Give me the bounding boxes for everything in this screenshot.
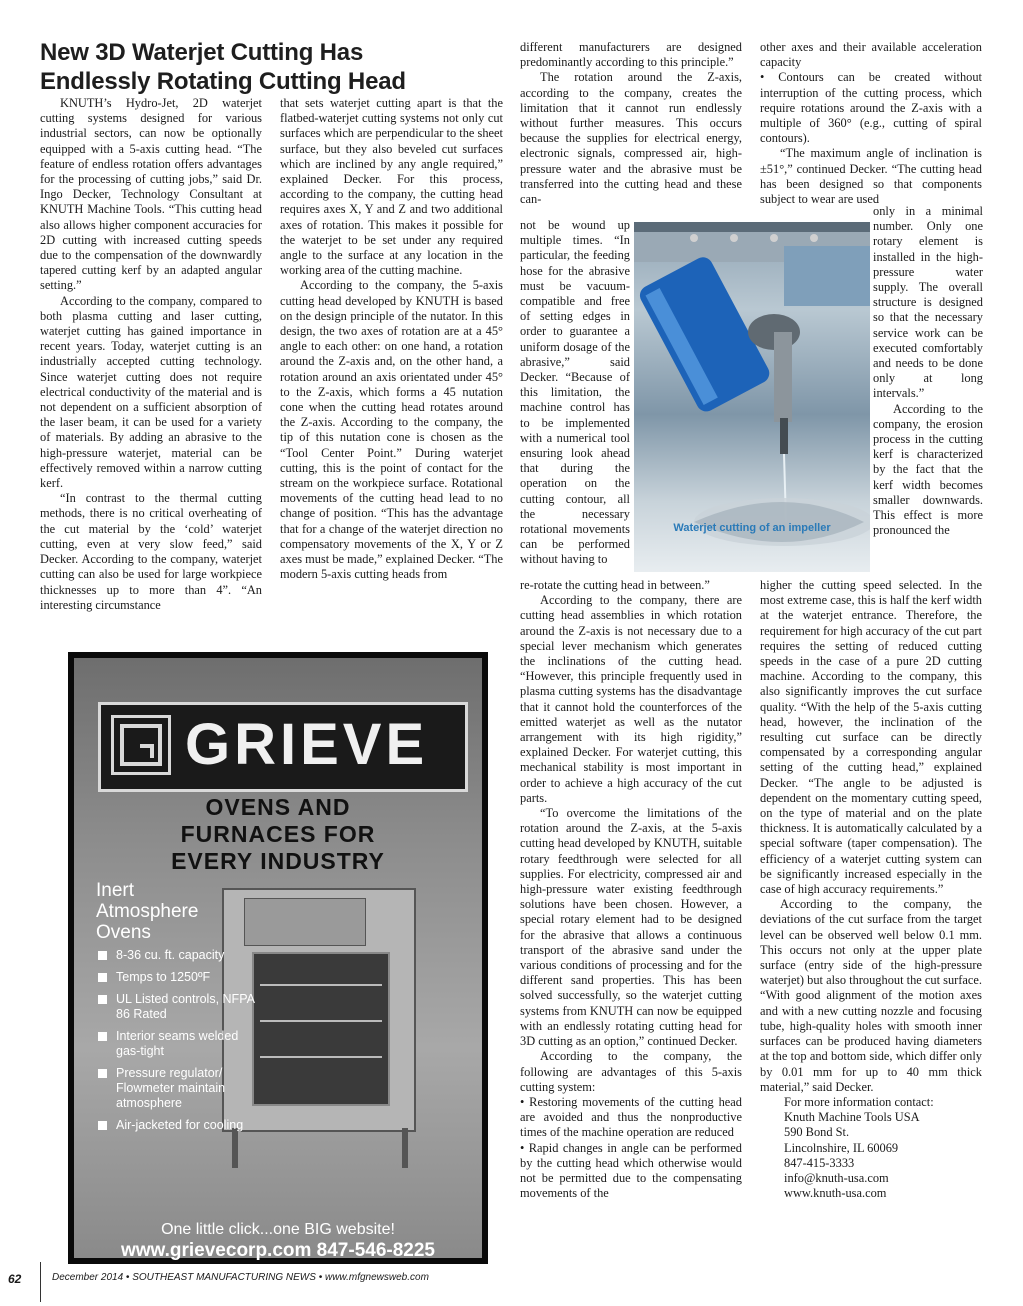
contact-line: 847-415-3333 [784, 1155, 855, 1170]
subhead-line: Inert [96, 880, 135, 901]
contact-line: Lincolnshire, IL 60069 [784, 1140, 899, 1155]
feature-item: 8-36 cu. ft. capacity [96, 948, 256, 963]
feature-item: Temps to 1250ºF [96, 970, 256, 985]
bullet-item: • Contours can be created without interruption of the cutting process, which require rotations around the Z-axis with a multiple of 360° (e.g., cutting of spiral contours). [760, 70, 982, 146]
paragraph: According to the company, the erosion process in the cutting kerf is characterized by the fact that the kerf width becomes smaller downwards. This effect is more pronounced the [873, 401, 983, 538]
paragraph: According to the company, compared to both plasma cutting and laser cutting, waterjet cutting has gained importance in recent years. Today, waterjet cutting is an industrially accepted cutting technology. Since waterjet cutting does not require electrical conductivity of the material and is not dependent on a sufficient absorption of the laser beam, it can be used for a variety of materials. By adding an abrasive to the high-pressure waterjet, material can be effectively removed within a narrow cutting kerf. [40, 293, 262, 491]
feature-item: Air-jacketed for cooling [96, 1118, 256, 1133]
column-4-wrap [873, 204, 983, 538]
paragraph: The rotation around the Z-axis, according to the company, creates the limitation that it cannot run endlessly without further measures. This occurs because the supplies for electrical energy, electronic signals, compressed air, high-pressure water and the abrasive must be transferred into the cutting head and these can- [520, 70, 742, 207]
paragraph: According to the company, the following are advantages of this 5-axis cutting system: [520, 1049, 742, 1094]
ad-subhead [96, 880, 198, 943]
waterjet-machine-illustration [634, 222, 870, 572]
ad-headline [74, 794, 482, 875]
contact-line: 590 Bond St. [784, 1125, 850, 1140]
paragraph: not be wound up multiple times. “In particular, the feeding hose for the abrasive must be vacuum-compatible and free of setting edges in order to guarantee a uniform dosage of the abrasive,” said Decker. “Because of this limitation, the machine control has to be implemented with a numerical tool ensuring look ahead that during the operation on the cutting contour, all the necessary rotational movements can be performed without having to [520, 218, 630, 567]
paragraph: According to the company, there are cutting head assemblies in which rotation around the Z-axis is not necessary due to a special lever mechanism which generates the inclinations of the cutting head. “However, this principle frequently used in plasma cutting systems has the disadvantage that it cannot hold the counterforces of the emitted waterjet as well as the nutator arrangement with its high rigidity,” explained Decker. For waterjet cutting, this mechanical stability is most important in order to achieve a high accuracy of the cut parts. [520, 593, 742, 805]
oven-control-panel [244, 898, 366, 946]
paragraph: other axes and their available acceleration capacity [760, 40, 982, 70]
bullet-item: • Restoring movements of the cutting head are avoided and thus the nonproductive times of the machine operation are reduced [520, 1094, 742, 1140]
grieve-logo-box [98, 702, 468, 792]
paragraph: re-rotate the cutting head in between.” [520, 578, 710, 592]
headline-line: FURNACES FOR [180, 821, 376, 847]
paragraph: According to the company, the 5-axis cutting head developed by KNUTH is based on the design principle of the nutator. In this design, the two axes of rotation are at a 45° angle to each other: on one hand, a rotation around the Z-axis and, on the other hand, a rotation around an axis orientated under 45° to the Z-axis, which forms a 45 nutation cone when the cutting head rotates around the Z-axis. According to the company, the tip of this nutation cone is chosen as the “Tool Center Point.” During waterjet cutting, this is the point of contact for the stream on the workpiece surface. Rotational movements of the cutting head lead to no change of position. “This has the advantage that for a change of the waterjet direction no compensatory movements of the X, Y or Z axes must be made,” explained Decker. “The modern 5-axis cutting heads from [280, 278, 503, 582]
headline-line: EVERY INDUSTRY [171, 848, 385, 874]
waterjet-photo [634, 222, 870, 572]
contact-line: Knuth Machine Tools USA [784, 1110, 920, 1125]
photo-caption: Waterjet cutting of an impeller [673, 522, 831, 534]
g-symbol-icon [114, 718, 168, 772]
contact-website: www.knuth-usa.com [784, 1186, 887, 1201]
feature-item: Interior seams welded gas-tight [96, 1029, 256, 1059]
paragraph: “To overcome the limitations of the rotation around the Z-axis, at the 5-axis cutting head developed by KNUTH, suitable rotary feedthrough were selected for all supplies. For electricity, compressed air and high-pressure water existing feedthrough solutions have been chosen. However, a special rotary element had to be designed for the abrasive that allows a continuous transport of the abrasive sand under the various conditions of processing and for the different sand properties. This has been solved successfully, so the waterjet cutting systems from KNUTH can now be equipped with an endlessly rotating cutting head for 3D cutting as an option,” continued Decker. [520, 806, 742, 1049]
footer-divider [40, 1262, 41, 1302]
paragraph: “The maximum angle of inclination is ±51°,” continued Decker. “The cutting head has been designed so that components subject to wear are used [760, 146, 982, 207]
contact-email: info@knuth-usa.com [784, 1170, 889, 1185]
subhead-line: Atmosphere [96, 901, 199, 922]
subhead-line: Ovens [96, 922, 151, 943]
bullet-item: • Rapid changes in angle can be performed by the cutting head which otherwise would not be permitted due to the compensating movements of the [520, 1140, 742, 1201]
column-1 [40, 96, 262, 613]
column-3-wrap [520, 218, 630, 568]
grieve-g-logo-icon [111, 715, 171, 775]
brand-name: GRIEVE [185, 712, 429, 777]
paragraph: only in a minimal number. Only one rotary element is installed in the high-pressure water supply. The overall structure is designed so that the necessary service work can be executed comfortably and needs to be done only at long intervals.” [873, 204, 983, 401]
ad-tagline: One little click...one BIG website! [161, 1221, 395, 1238]
contact-line: For more information contact: [784, 1094, 934, 1109]
column-2 [280, 96, 503, 583]
paragraph: According to the company, the deviations of the cut surface from the target level can be observed well below 0.1 mm. This occurs not only at the upper plate surface (entry side of the high-pressure waterjet) but also throughout the cut surface. “With good alignment of the motion axes and with a new cutting nozzle and focusing tube, high-quality holes with smooth inner surfaces can be produced having diameters at the top and bottom side, which differ only by 0.01 mm for up to 40 mm thick material,” said Decker. [760, 897, 982, 1094]
feature-item: Pressure regulator/ Flowmeter maintain atmosphere [96, 1066, 256, 1111]
paragraph: KNUTH’s Hydro-Jet, 2D waterjet cutting systems designed for various industrial sectors, can now be optionally equipped with a 5-axis cutting head. “The feature of endless rotation offers advantages for the processing of cutting jobs,” said Dr. Ingo Decker, Technology Consultant at KNUTH Machine Tools. “This cutting head also allows higher component accuracies for 2D cutting with increased cutting speeds due to the compensation of the downwardly tapered cutting kerf by an adapted angular setting.” [40, 96, 262, 293]
feature-list [96, 948, 256, 1140]
paragraph: “In contrast to the thermal cutting methods, there is no critical overheating of the cut material by the ‘cold’ waterjet cutting, even at very slow feed,” said Decker. According to the company, waterjet cutting can also be used for large workpiece thicknesses up to more than 4”. “An interesting circumstance [40, 491, 262, 612]
column-3-top [520, 40, 742, 207]
paragraph: different manufacturers are designed predominantly according to this principle.” [520, 40, 742, 70]
title-line-1: New 3D Waterjet Cutting Has [40, 39, 364, 66]
column-4-top [760, 40, 982, 207]
column-4-bottom [760, 578, 982, 1201]
footer-text: December 2014 • SOUTHEAST MANUFACTURING NEWS • www.mfgnewsweb.com [52, 1272, 429, 1283]
headline-line: OVENS AND [205, 794, 351, 820]
oven-door [252, 952, 390, 1106]
paragraph: that sets waterjet cutting apart is that the flatbed-waterjet cutting systems not only cut surfaces which are perpendicular to the sheet surface, but they also beveled cut surfaces which are inclined by any angle required,” explained Decker. For this process, according to the company, the cutting head requires axes X, Y and Z and two additional axes of rotation. This makes it possible for the waterjet to be set under any required angle to the surface at any location in the working area of the cutting machine. [280, 96, 503, 278]
title-line-2: Endlessly Rotating Cutting Head [40, 68, 406, 95]
grieve-advertisement[interactable] [68, 652, 488, 1264]
paragraph: higher the cutting speed selected. In the most extreme case, this is half the kerf width at the waterjet entrance. Therefore, the requirement for high accuracy of the cut part requires the setting of reduced cutting speeds in the case of a pure 2D cutting machine. According to the company, this also significantly improves the cut surface quality. “With the help of the 5-axis cutting head, however, the inclination of the resulting cut surface can be directly compensated by a corresponding angular setting of the cutting head,” explained Decker. “The angle to be adjusted is dependent on the momentary cutting speed, on the type of material and on the plate thickness. It is automatically calculated by a special software (taper compensation). The efficiency of a waterjet cutting system can be significantly increased especially in the case of high accuracy requirements.” [760, 578, 982, 897]
ad-background [74, 658, 482, 1261]
article-title [40, 38, 510, 96]
page-number: 62 [8, 1272, 22, 1286]
ad-url-phone[interactable]: www.grievecorp.com 847-546-8225 [120, 1240, 435, 1261]
feature-item: UL Listed controls, NFPA 86 Rated [96, 992, 256, 1022]
column-3-bottom [520, 578, 742, 1201]
